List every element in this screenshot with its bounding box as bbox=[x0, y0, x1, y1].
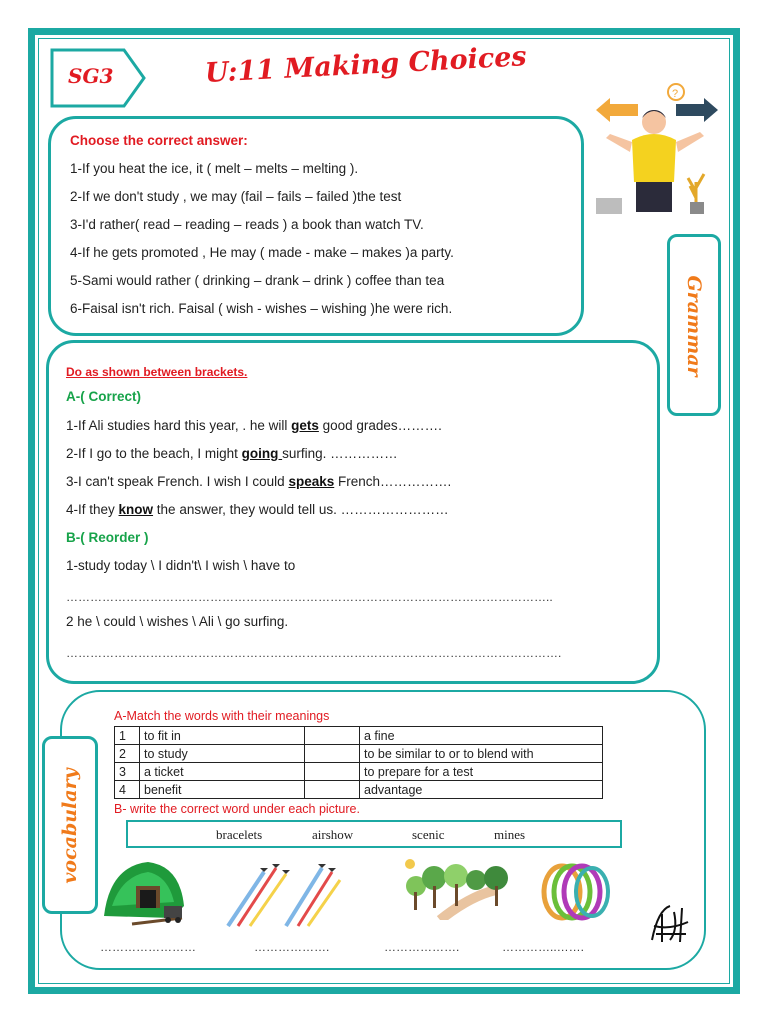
table-row bbox=[115, 781, 603, 799]
question-6: 6-Faisal isn't rich. Faisal ( wish - wishes – wishing )he were rich. bbox=[70, 301, 453, 316]
choice-illustration bbox=[592, 82, 722, 217]
section2-heading: Do as shown between brackets. bbox=[66, 365, 248, 379]
correct-item-4 bbox=[66, 502, 449, 517]
mine-icon bbox=[102, 856, 192, 932]
meaning-cell: advantage bbox=[360, 781, 603, 799]
bracelets-picture bbox=[540, 862, 612, 922]
scenic-park-icon bbox=[400, 856, 514, 920]
grammar-label: Grammar bbox=[683, 275, 705, 377]
calligraphy-logo bbox=[648, 900, 692, 946]
question-5: 5-Sami would rather ( drinking – drank – drink ) coffee than tea bbox=[70, 273, 445, 288]
part-b-heading: B-( Reorder ) bbox=[66, 530, 149, 545]
bracelets-icon bbox=[540, 862, 612, 922]
answer-cell[interactable] bbox=[305, 781, 360, 799]
meaning-cell: to be similar to or to blend with bbox=[360, 745, 603, 763]
answer-cell[interactable] bbox=[305, 727, 360, 745]
item-text: surfing. …………… bbox=[282, 446, 398, 461]
error-word: going bbox=[241, 446, 283, 461]
sg3-badge bbox=[50, 48, 146, 108]
page-title: U:11 Making Choices bbox=[204, 41, 528, 89]
reorder-item-2: 2 he \ could \ wishes \ Ali \ go surfing. bbox=[66, 614, 289, 629]
reorder-item-1: 1-study today \ I didn't\ I wish \ have to bbox=[66, 558, 296, 573]
question-1: 1-If you heat the ice, it ( melt – melts – melting ). bbox=[70, 161, 359, 176]
word-cell: benefit bbox=[140, 781, 305, 799]
badge-label: SG3 bbox=[68, 64, 114, 88]
vocabulary-tab bbox=[42, 736, 98, 914]
table-row bbox=[115, 763, 603, 781]
table-row bbox=[115, 727, 603, 745]
correct-item-1 bbox=[66, 418, 442, 433]
calligraphy-icon bbox=[648, 900, 692, 946]
mine-picture bbox=[102, 856, 192, 932]
word-bank-item: mines bbox=[494, 827, 526, 842]
table-row bbox=[115, 745, 603, 763]
word-bank-item: bracelets bbox=[216, 827, 263, 842]
picture-answer-4[interactable]: …………..……. bbox=[502, 940, 585, 954]
match-heading: A-Match the words with their meanings bbox=[114, 709, 330, 723]
airshow-picture bbox=[224, 858, 342, 928]
airshow-icon bbox=[224, 858, 342, 928]
item-text: 2-If I go to the beach, I might bbox=[66, 446, 242, 461]
row-number: 1 bbox=[115, 727, 140, 745]
item-text: 1-If Ali studies hard this year, . he will bbox=[66, 418, 292, 433]
picture-answer-3[interactable]: ………………. bbox=[384, 940, 460, 954]
question-2: 2-If we don't study , we may (fail – fails – failed )the test bbox=[70, 189, 402, 204]
answer-cell[interactable] bbox=[305, 763, 360, 781]
row-number: 4 bbox=[115, 781, 140, 799]
svg-text:?: ? bbox=[672, 88, 679, 100]
section1-heading: Choose the correct answer: bbox=[70, 133, 248, 148]
answer-line-1[interactable]: ………………………………………………………………………………………………………….. bbox=[66, 590, 553, 604]
error-word: speaks bbox=[288, 474, 335, 489]
item-text: good grades………. bbox=[318, 418, 442, 433]
person-arrows-icon bbox=[592, 82, 722, 217]
word-bank-item: scenic bbox=[412, 827, 445, 842]
picture-answer-2[interactable]: ………………. bbox=[254, 940, 330, 954]
word-cell: to fit in bbox=[140, 727, 305, 745]
word-cell: a ticket bbox=[140, 763, 305, 781]
correct-item-2 bbox=[66, 446, 398, 461]
error-word: know bbox=[118, 502, 154, 517]
row-number: 3 bbox=[115, 763, 140, 781]
answer-line-2[interactable]: ……………………………………………………………………………………………………………. bbox=[66, 646, 562, 660]
row-number: 2 bbox=[115, 745, 140, 763]
word-bank bbox=[126, 820, 622, 848]
part-a-heading: A-( Correct) bbox=[66, 389, 142, 404]
word-cell: to study bbox=[140, 745, 305, 763]
scenic-picture bbox=[400, 856, 514, 920]
meaning-cell: a fine bbox=[360, 727, 603, 745]
question-3: 3-I'd rather( read – reading – reads ) a book than watch TV. bbox=[70, 217, 424, 232]
word-bank-item: airshow bbox=[312, 827, 354, 842]
picture-answer-1[interactable]: …………………… bbox=[100, 940, 196, 954]
error-word: gets bbox=[291, 418, 319, 433]
question-4: 4-If he gets promoted , He may ( made - make – makes )a party. bbox=[70, 245, 454, 260]
match-table bbox=[114, 726, 603, 799]
answer-cell[interactable] bbox=[305, 745, 360, 763]
correct-item-3 bbox=[66, 474, 451, 489]
item-text: 3-I can't speak French. I wish I could bbox=[66, 474, 289, 489]
meaning-cell: to prepare for a test bbox=[360, 763, 603, 781]
grammar-tab bbox=[667, 234, 721, 416]
item-text: 4-If they bbox=[66, 502, 119, 517]
vocabulary-label: vocabulary bbox=[59, 768, 81, 884]
write-heading: B- write the correct word under each picture. bbox=[114, 802, 360, 816]
item-text: French……………. bbox=[334, 474, 452, 489]
item-text: the answer, they would tell us. …………………… bbox=[153, 502, 449, 517]
